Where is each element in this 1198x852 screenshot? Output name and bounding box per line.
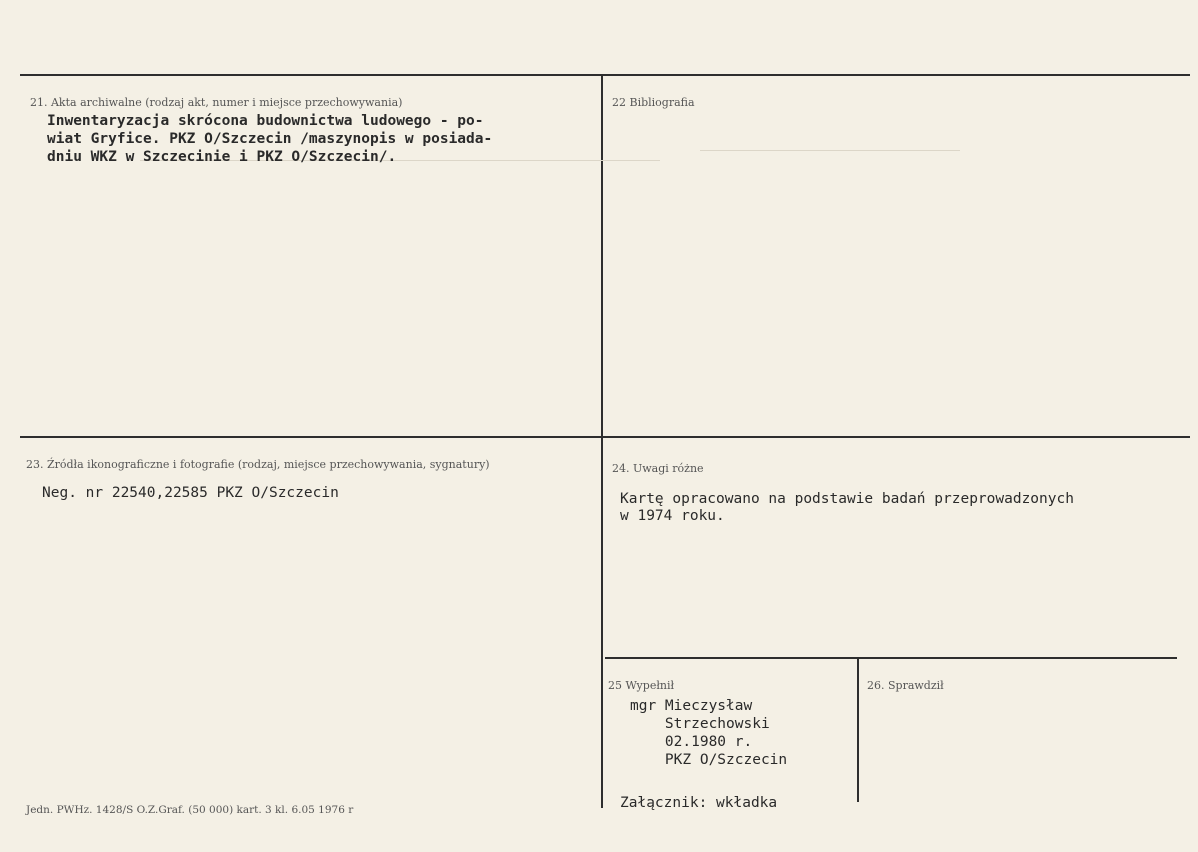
section-26-label: 26. Sprawdził (867, 679, 944, 692)
bleed-through-rule (700, 150, 960, 151)
section-25-line-4: PKZ O/Szczecin (630, 752, 788, 768)
section-24-line-2: w 1974 roku. (620, 508, 725, 524)
center-divider (601, 74, 603, 808)
section-25-label: 25 Wypełnił (608, 679, 675, 692)
attachment-note: Załącznik: wkładka (620, 795, 778, 811)
print-info: Jedn. PWHz. 1428/S O.Z.Graf. (50 000) kart. 3 kl. 6.05 1976 r (26, 804, 354, 816)
section-25-line-3: 02.1980 r. (630, 734, 753, 750)
section-25-line-1: mgr Mieczysław (630, 698, 753, 714)
section-22-label: 22 Bibliografia (612, 96, 695, 109)
signature-rule (605, 657, 1177, 659)
signature-divider (857, 657, 859, 802)
section-23-label: 23. Źródła ikonograficzne i fotografie (rodzaj, miejsce przechowywania, sygnatury) (26, 458, 490, 471)
section-21-line-1: Inwentaryzacja skrócona budownictwa ludowego - po- (47, 113, 484, 129)
section-24-line-1: Kartę opracowano na podstawie badań przeprowadzonych (620, 491, 1074, 507)
top-rule (20, 74, 1190, 76)
middle-rule (20, 436, 1190, 438)
section-24-label: 24. Uwagi różne (612, 462, 704, 475)
section-21-label: 21. Akta archiwalne (rodzaj akt, numer i miejsce przechowywania) (30, 96, 403, 109)
section-23-line-1: Neg. nr 22540,22585 PKZ O/Szczecin (42, 485, 339, 501)
section-25-line-2: Strzechowski (630, 716, 770, 732)
section-21-line-2: wiat Gryfice. PKZ O/Szczecin /maszynopis w posiada- (47, 131, 493, 147)
section-21-line-3: dniu WKZ w Szczecinie i PKZ O/Szczecin/. (47, 149, 397, 165)
